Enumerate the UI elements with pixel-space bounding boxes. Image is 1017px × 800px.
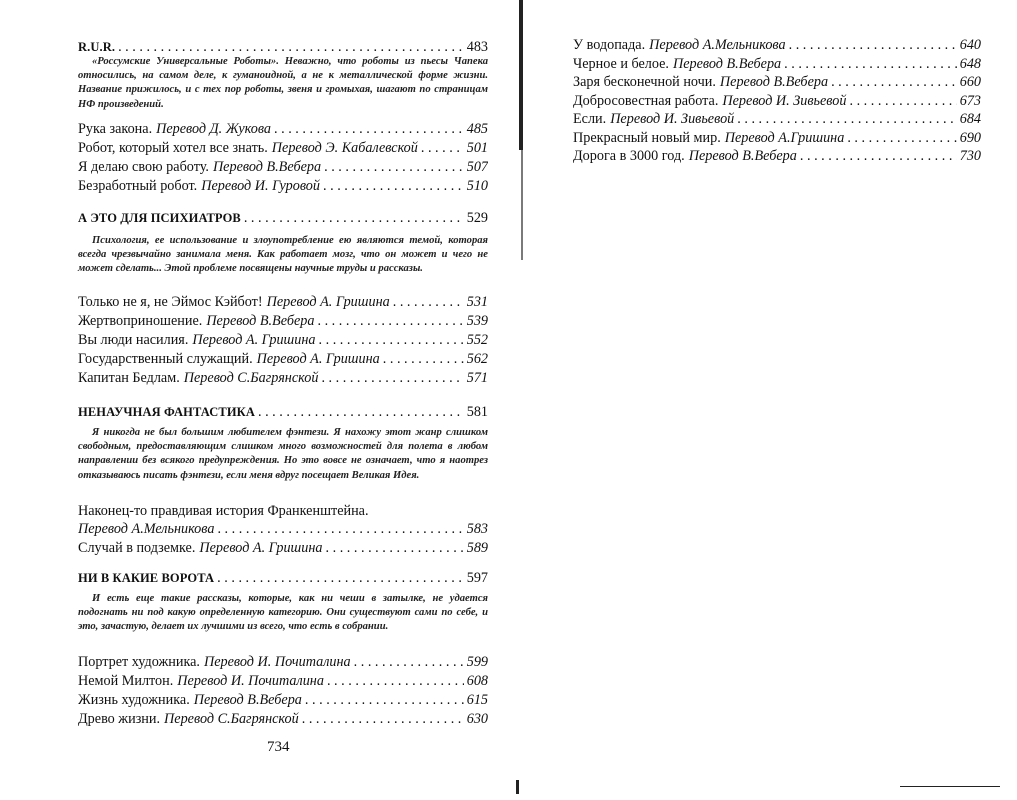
page-ref: 730 xyxy=(959,148,981,164)
dot-leader xyxy=(789,36,957,55)
entry-translator: Перевод В.Вебера xyxy=(193,692,302,708)
page-ref: 597 xyxy=(466,570,488,586)
dot-leader xyxy=(327,672,464,691)
dot-leader xyxy=(354,653,464,672)
page-ref: 581 xyxy=(466,404,488,420)
page-ref: 583 xyxy=(466,521,488,537)
entry-translator: Перевод И. Гуровой xyxy=(201,178,320,194)
dot-leader xyxy=(321,369,463,388)
entry-translator: Перевод А.Мельникова xyxy=(649,37,786,53)
gutter-shadow xyxy=(521,150,523,260)
dot-leader xyxy=(319,331,464,350)
entry-title: Заря бесконечной ночи. xyxy=(573,74,716,90)
dot-leader xyxy=(317,312,463,331)
dot-leader xyxy=(323,177,464,196)
entry-translator: Перевод В.Вебера xyxy=(672,55,782,72)
toc-entry xyxy=(78,293,488,312)
entry-title: Робот, который хотел все знать. xyxy=(78,140,268,156)
page-ref: 684 xyxy=(959,111,981,127)
left-page xyxy=(78,0,488,800)
toc-entry xyxy=(573,36,981,55)
entry-title: Я делаю свою работу. xyxy=(78,159,209,175)
section-heading xyxy=(78,569,488,588)
section-title: А ЭТО ДЛЯ ПСИХИАТРОВ xyxy=(78,211,241,225)
toc-entry xyxy=(78,672,488,691)
dot-leader xyxy=(831,73,957,92)
dot-leader xyxy=(217,520,463,539)
dot-leader xyxy=(305,691,464,710)
toc-entry xyxy=(573,110,981,129)
entry-translator: Перевод В.Вебера xyxy=(719,74,829,90)
entry-title: У водопада. xyxy=(573,37,646,53)
entry-title: Наконец-то правдивая история Франкенштейна. xyxy=(78,503,369,519)
entry-title: Дорога в 3000 год. xyxy=(573,148,685,164)
entry-title: Безработный робот. xyxy=(78,178,198,194)
toc-entry xyxy=(573,73,981,92)
entry-translator: Перевод Д. Жукова xyxy=(156,121,271,137)
dot-leader xyxy=(784,55,957,74)
entry-translator: Перевод А.Гришина xyxy=(724,129,845,146)
toc-entry xyxy=(78,158,488,177)
entry-translator: Перевод С.Багрянской xyxy=(183,370,319,386)
page-ref: 589 xyxy=(466,540,488,556)
page-ref: 539 xyxy=(466,313,488,329)
toc-entry xyxy=(78,139,488,158)
toc-entry xyxy=(78,520,488,539)
toc-entry xyxy=(78,331,488,350)
dot-leader xyxy=(244,209,464,228)
entry-translator: Перевод В.Вебера xyxy=(688,148,797,164)
entry-translator: Перевод С.Багрянской xyxy=(164,711,299,727)
entry-translator: Перевод И. Почиталина xyxy=(177,673,324,689)
dot-leader xyxy=(274,120,464,139)
entry-title: Немой Милтон. xyxy=(78,673,174,689)
entry-title: Если. xyxy=(573,111,607,127)
entry-title: Капитан Бедлам. xyxy=(78,370,180,386)
page-ref: 507 xyxy=(466,159,488,175)
entry-translator: Перевод Э. Кабалевской xyxy=(271,140,418,156)
section-annotation: Я никогда не был большим любителем фэнтези. Я нахожу этот жанр слишком свободным, предоставляющим слишком много возможностей для полета в любом направлении без всякого предупреждения. Но это вовсе не означает, что я наотрез отказываюсь писать фэнтези, если меня вдруг посещает Великая Идея. xyxy=(78,427,488,481)
section-title: НИ В КАКИЕ ВОРОТА xyxy=(78,571,215,585)
dot-leader xyxy=(421,139,464,158)
page-ref: 599 xyxy=(466,654,488,670)
section-heading xyxy=(78,209,488,228)
entry-translator: Перевод А. Гришина xyxy=(192,332,316,348)
page-ref: 640 xyxy=(959,37,981,53)
page-ref: 648 xyxy=(959,55,981,72)
section-annotation: И есть еще такие рассказы, которые, как ни чеши в затылке, не удается подогнать ни под какую определенную категорию. Они существуют сами по себе, и это, зачастую, делает их лучшими из всего, что есть в собрании. xyxy=(78,593,488,633)
entry-translator: Перевод В.Вебера xyxy=(212,159,322,175)
page-ref: 630 xyxy=(466,711,488,727)
toc-entry xyxy=(78,691,488,710)
entry-title: Черное и белое. xyxy=(573,55,669,72)
dot-leader xyxy=(737,110,956,129)
page-ref: 510 xyxy=(466,178,488,194)
right-page xyxy=(573,0,981,800)
entry-translator: Перевод А.Мельникова xyxy=(78,521,215,537)
scan-edge-line xyxy=(900,786,1000,787)
entry-title: Портрет художника. xyxy=(78,654,200,670)
entry-title: Жертвоприношение. xyxy=(78,313,203,329)
page-ref: 485 xyxy=(466,121,488,137)
toc-entry xyxy=(78,710,488,729)
dot-leader xyxy=(393,293,464,312)
toc-entry xyxy=(573,92,981,111)
toc-entry xyxy=(78,369,488,388)
dot-leader xyxy=(800,147,957,166)
entry-title: Прекрасный новый мир. xyxy=(573,129,721,146)
entry-title: Только не я, не Эймос Кэйбот! xyxy=(78,294,263,310)
entry-translator: Перевод А. Гришина xyxy=(266,294,390,310)
toc-entry xyxy=(78,539,488,558)
section-annotation: «Россумские Универсальные Роботы». Неважно, что роботы из пьесы Чапека относились, на самом деле, к гуманоидной, а не к металлической форме жизни. Название прижилось, и с тех пор роботы, звеня и громыхая, шагают по страницам НФ произведений. xyxy=(78,56,488,110)
dot-leader xyxy=(847,129,956,148)
toc-entry xyxy=(78,350,488,369)
entry-title: Случай в подземке. xyxy=(78,540,196,556)
entry-title: Вы люди насилия. xyxy=(78,332,189,348)
dot-leader xyxy=(849,92,956,111)
entry-title: Жизнь художника. xyxy=(78,692,190,708)
entry-title: Рука закона. xyxy=(78,121,153,137)
entry-translator: Перевод И. Зивьевой xyxy=(610,111,735,127)
page-ref: 562 xyxy=(466,351,488,367)
entry-title: Древо жизни. xyxy=(78,711,161,727)
dot-leader xyxy=(324,158,464,177)
entry-title: Государственный служащий. xyxy=(78,351,253,367)
section-annotation: Психология, ее использование и злоупотребление ею являются темой, которая всегда чрезвычайно занимала меня. Как работает мозг, что он может и чего не может сделать... Этой проблеме посвящены научные труды и рассказы. xyxy=(78,235,488,275)
toc-entry xyxy=(573,55,981,74)
section-title: R.U.R. xyxy=(78,40,116,54)
entry-translator: Перевод А. Гришина xyxy=(256,351,380,367)
page-ref: 660 xyxy=(959,74,981,90)
toc-entry xyxy=(573,129,981,148)
page-ref: 529 xyxy=(466,210,488,226)
page-ref: 531 xyxy=(466,294,488,310)
entry-translator: Перевод И. Почиталина xyxy=(203,654,351,670)
section-title: НЕНАУЧНАЯ ФАНТАСТИКА xyxy=(78,405,255,419)
dot-leader xyxy=(326,539,464,558)
dot-leader xyxy=(302,710,464,729)
entry-translator: Перевод В.Вебера xyxy=(206,313,315,329)
page-ref: 483 xyxy=(466,39,488,55)
page-number: 734 xyxy=(267,739,290,755)
page-ref: 501 xyxy=(466,140,488,156)
toc-entry xyxy=(78,120,488,139)
page-ref: 615 xyxy=(466,692,488,708)
dot-leader xyxy=(383,350,464,369)
page-ref: 552 xyxy=(466,332,488,348)
toc-entry xyxy=(78,177,488,196)
toc-entry xyxy=(78,312,488,331)
section-heading xyxy=(78,403,488,422)
gutter-shadow xyxy=(519,0,523,150)
dot-leader xyxy=(217,569,464,588)
gutter-mark xyxy=(516,780,519,794)
toc-entry xyxy=(573,147,981,166)
page-ref: 608 xyxy=(466,673,488,689)
entry-title: Добросовестная работа. xyxy=(573,92,719,109)
entry-translator: Перевод И. Зивьевой xyxy=(722,92,847,109)
page-ref: 690 xyxy=(959,129,981,146)
dot-leader xyxy=(258,403,464,422)
page-ref: 571 xyxy=(466,370,488,386)
toc-entry xyxy=(78,653,488,672)
entry-translator: Перевод А. Гришина xyxy=(199,540,323,556)
page-ref: 673 xyxy=(959,92,981,109)
